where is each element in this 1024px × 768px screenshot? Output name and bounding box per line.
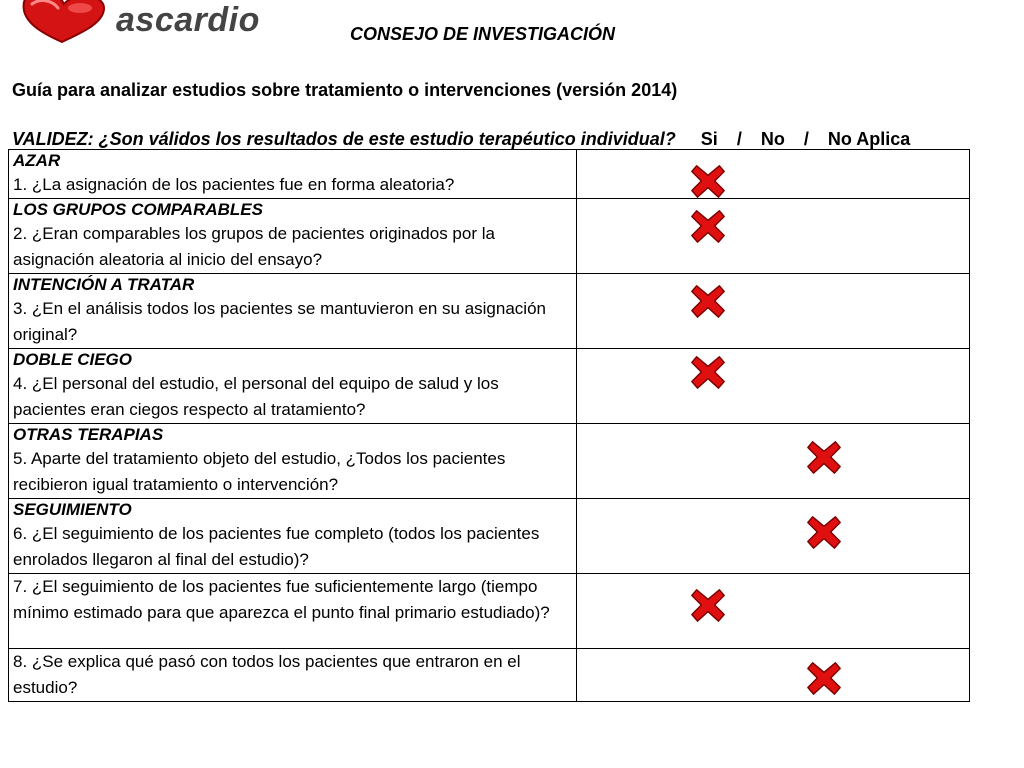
question-text: 2. ¿Eran comparables los grupos de pacientes originados por la asignación aleatoria al inicio del ensayo? (13, 224, 495, 269)
checklist-row (9, 424, 970, 499)
guide-title: Guía para analizar estudios sobre tratamiento o intervenciones (versión 2014) (12, 80, 678, 100)
question-cell (9, 424, 577, 499)
section-title: SEGUIMIENTO (13, 500, 132, 519)
checklist-table (8, 149, 970, 702)
logo-text: ascardio (116, 1, 260, 39)
question-cell (9, 649, 577, 702)
checklist-row (9, 150, 970, 199)
checklist-row (9, 349, 970, 424)
question-text: 4. ¿El personal del estudio, el personal del equipo de salud y los pacientes eran ciegos respecto al tratamiento? (13, 374, 499, 419)
question-cell (9, 349, 577, 424)
section-title: AZAR (13, 151, 61, 170)
question-text: 7. ¿El seguimiento de los pacientes fue suficientemente largo (tiempo mínimo estimado para que aparezca el punto final primario estudiado)? (13, 577, 550, 622)
cross-mark-icon (805, 659, 843, 697)
question-text: 1. ¿La asignación de los pacientes fue en forma aleatoria? (13, 175, 455, 194)
answer-cell[interactable] (577, 574, 970, 649)
council-title: CONSEJO DE INVESTIGACIÓN (350, 24, 616, 44)
option-no-aplica: No Aplica (827, 129, 911, 149)
logo (18, 0, 258, 44)
question-cell (9, 150, 577, 199)
checklist-row (9, 649, 970, 702)
cross-mark-icon (689, 282, 727, 320)
option-si: Si (700, 129, 718, 149)
heart-logo-icon (18, 0, 110, 44)
section-title: DOBLE CIEGO (13, 350, 133, 369)
cross-mark-icon (689, 586, 727, 624)
question-text: 8. ¿Se explica qué pasó con todos los pacientes que entraron en el estudio? (13, 652, 521, 697)
answer-cell[interactable] (577, 150, 970, 199)
question-text: 5. Aparte del tratamiento objeto del estudio, ¿Todos los pacientes recibieron igual tratamiento o intervención? (13, 449, 506, 494)
question-cell (9, 499, 577, 574)
answer-cell[interactable] (577, 199, 970, 274)
section-title: LOS GRUPOS COMPARABLES (13, 200, 263, 219)
cross-mark-icon (689, 162, 727, 200)
checklist-row (9, 499, 970, 574)
option-no: No (760, 129, 785, 149)
cross-mark-icon (805, 513, 843, 551)
cross-mark-icon (805, 438, 843, 476)
question-cell (9, 574, 577, 649)
answer-cell[interactable] (577, 649, 970, 702)
checklist-row (9, 199, 970, 274)
option-separator: / (803, 129, 809, 149)
question-text: 6. ¿El seguimiento de los pacientes fue completo (todos los pacientes enrolados llegaron al final del estudio)? (13, 524, 540, 569)
question-cell (9, 199, 577, 274)
checklist-row (9, 574, 970, 649)
section-title: INTENCIÓN A TRATAR (13, 275, 195, 294)
validity-question-line (12, 127, 910, 151)
answer-cell[interactable] (577, 274, 970, 349)
question-text: 3. ¿En el análisis todos los pacientes se mantuvieron en su asignación original? (13, 299, 546, 344)
option-separator: / (736, 129, 742, 149)
question-cell (9, 274, 577, 349)
answer-cell[interactable] (577, 499, 970, 574)
checklist-row (9, 274, 970, 349)
cross-mark-icon (689, 207, 727, 245)
section-title: OTRAS TERAPIAS (13, 425, 164, 444)
validity-question: VALIDEZ: ¿Son válidos los resultados de este estudio terapéutico individual? (12, 129, 676, 149)
answer-cell[interactable] (577, 424, 970, 499)
cross-mark-icon (689, 353, 727, 391)
answer-cell[interactable] (577, 349, 970, 424)
